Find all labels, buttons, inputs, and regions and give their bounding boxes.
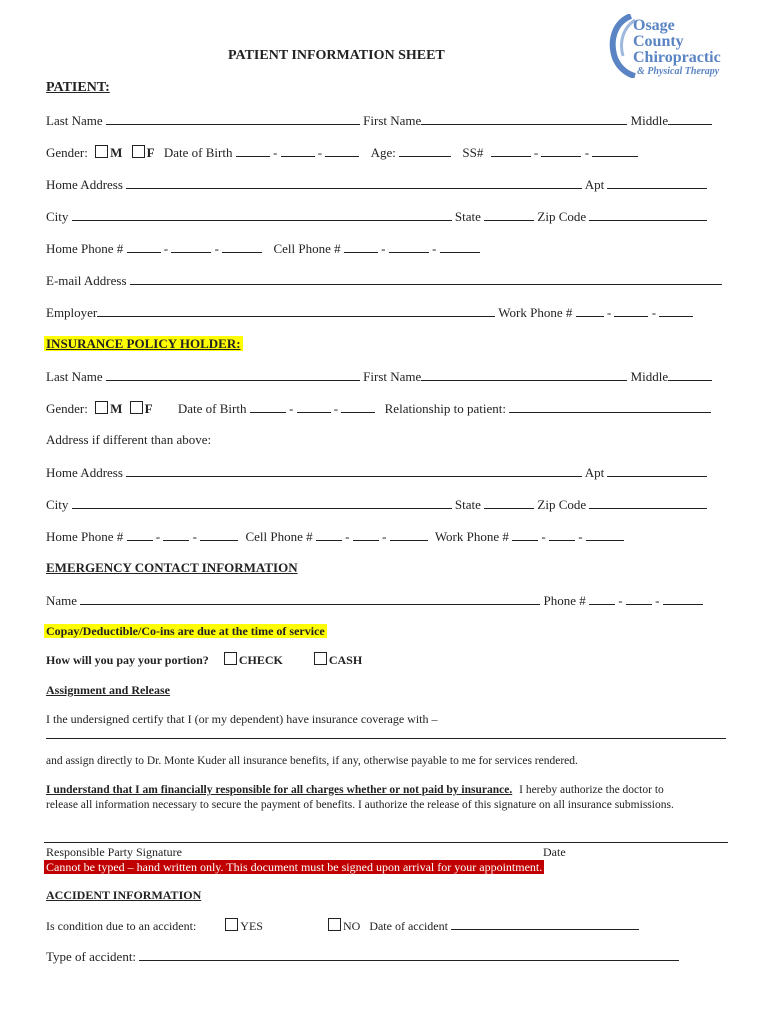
ins-work-phone-line-field[interactable] bbox=[586, 528, 624, 541]
accident-yes-label: YES bbox=[240, 919, 263, 933]
apt-field[interactable] bbox=[607, 176, 707, 189]
home-phone-label: Home Phone # bbox=[46, 241, 124, 256]
ins-zip-field[interactable] bbox=[589, 496, 707, 509]
emergency-name-field[interactable] bbox=[80, 592, 540, 605]
responsible-rest2-text: release all information necessary to secure the payment of benefits. I authorize the release of this signature on all insurance submissions. bbox=[46, 799, 674, 811]
work-phone-line-field[interactable] bbox=[659, 304, 693, 317]
dob-day-field[interactable] bbox=[281, 144, 315, 157]
assignment-heading: Assignment and Release bbox=[46, 683, 171, 697]
ins-home-phone-prefix-field[interactable] bbox=[163, 528, 189, 541]
ins-cell-phone-line-field[interactable] bbox=[390, 528, 428, 541]
ins-first-name-label: First Name bbox=[363, 369, 422, 384]
emergency-phone-label: Phone # bbox=[543, 593, 586, 608]
dob-year-field[interactable] bbox=[325, 144, 359, 157]
home-phone-prefix-field[interactable] bbox=[171, 240, 211, 253]
last-name-field[interactable] bbox=[106, 112, 360, 125]
logo-line3: Chiropractic bbox=[633, 49, 721, 66]
patient-phone-row: Home Phone # - - Cell Phone # - - bbox=[46, 240, 480, 257]
ins-apt-field[interactable] bbox=[607, 464, 707, 477]
cell-phone-prefix-field[interactable] bbox=[389, 240, 429, 253]
insurance-coverage-field[interactable] bbox=[46, 738, 726, 739]
emergency-row: Name Phone # - - bbox=[46, 592, 703, 609]
dob-month-field[interactable] bbox=[236, 144, 270, 157]
accident-date-label: Date of accident bbox=[369, 919, 448, 933]
accident-heading: ACCIDENT INFORMATION bbox=[46, 888, 202, 902]
ins-cell-phone-area-field[interactable] bbox=[316, 528, 342, 541]
insurance-gender-row: Gender: M F Date of Birth - - Relationship to patient: bbox=[46, 400, 711, 417]
ins-work-phone-label: Work Phone # bbox=[434, 529, 509, 544]
patient-employer-row: Employer Work Phone # - - bbox=[46, 304, 693, 321]
ss-part3-field[interactable] bbox=[592, 144, 638, 157]
work-phone-label: Work Phone # bbox=[498, 305, 573, 320]
clinic-logo bbox=[605, 14, 735, 78]
accident-type-field[interactable] bbox=[139, 948, 679, 961]
last-name-label: Last Name bbox=[46, 113, 103, 128]
ins-dob-month-field[interactable] bbox=[250, 400, 286, 413]
patient-city-row bbox=[46, 208, 707, 225]
ins-cell-phone-label: Cell Phone # bbox=[245, 529, 313, 544]
emergency-phone-area-field[interactable] bbox=[589, 592, 615, 605]
logo-line1: Osage bbox=[633, 17, 675, 34]
employer-field[interactable] bbox=[97, 304, 495, 317]
ins-gender-f-label: F bbox=[144, 401, 153, 416]
ins-work-phone-area-field[interactable] bbox=[512, 528, 538, 541]
emergency-heading: EMERGENCY CONTACT INFORMATION bbox=[46, 560, 298, 575]
dob-label: Date of Birth bbox=[163, 145, 233, 160]
copay-notice bbox=[44, 624, 327, 639]
email-label: E-mail Address bbox=[46, 273, 127, 288]
insurance-heading-text: INSURANCE POLICY HOLDER: bbox=[46, 336, 241, 351]
home-phone-area-field[interactable] bbox=[127, 240, 161, 253]
gender-f-label: F bbox=[146, 145, 155, 160]
ins-city-label: City bbox=[46, 497, 69, 512]
ins-home-phone-line-field[interactable] bbox=[200, 528, 238, 541]
logo-line2: County bbox=[633, 33, 684, 50]
ins-work-phone-prefix-field[interactable] bbox=[549, 528, 575, 541]
ins-first-name-field[interactable] bbox=[421, 368, 627, 381]
insurance-city-row bbox=[46, 496, 707, 513]
middle-field[interactable] bbox=[668, 112, 712, 125]
accident-no-checkbox[interactable] bbox=[328, 918, 341, 931]
age-field[interactable] bbox=[399, 144, 451, 157]
cell-phone-line-field[interactable] bbox=[440, 240, 480, 253]
certify-text: I the undersigned certify that I (or my dependent) have insurance coverage with – bbox=[46, 712, 438, 726]
ins-gender-m-checkbox[interactable] bbox=[95, 401, 108, 414]
responsible-line1 bbox=[46, 784, 664, 796]
check-checkbox[interactable] bbox=[224, 652, 237, 665]
middle-label: Middle bbox=[630, 113, 669, 128]
home-phone-line-field[interactable] bbox=[222, 240, 262, 253]
ins-state-field[interactable] bbox=[484, 496, 534, 509]
accident-no-label: NO bbox=[342, 919, 361, 933]
responsible-bold-text: I understand that I am financially responsible for all charges whether or not paid by insurance. bbox=[46, 784, 513, 796]
ins-dob-label: Date of Birth bbox=[177, 401, 247, 416]
zip-label: Zip Code bbox=[537, 209, 587, 224]
first-name-label: First Name bbox=[363, 113, 422, 128]
city-field[interactable] bbox=[72, 208, 452, 221]
zip-field[interactable] bbox=[589, 208, 707, 221]
signature-label: Responsible Party Signature bbox=[46, 845, 182, 859]
ins-cell-phone-prefix-field[interactable] bbox=[353, 528, 379, 541]
ins-apt-label: Apt bbox=[584, 465, 605, 480]
signature-notice-text: Cannot be typed – hand written only. This document must be signed upon arrival for your appointment. bbox=[46, 860, 543, 874]
employer-label: Employer bbox=[46, 305, 98, 320]
copay-notice-text: Copay/Deductible/Co-ins are due at the time of service bbox=[46, 624, 325, 638]
patient-name-row bbox=[46, 112, 712, 129]
ins-middle-label: Middle bbox=[630, 369, 669, 384]
cash-label: CASH bbox=[328, 653, 363, 667]
relationship-field[interactable] bbox=[509, 400, 711, 413]
ins-gender-label: Gender: bbox=[46, 401, 88, 416]
ins-dob-day-field[interactable] bbox=[297, 400, 331, 413]
ins-home-phone-label: Home Phone # bbox=[46, 529, 124, 544]
emergency-name-label: Name bbox=[46, 593, 78, 608]
ins-gender-f-checkbox[interactable] bbox=[130, 401, 143, 414]
apt-label: Apt bbox=[584, 177, 605, 192]
accident-row bbox=[46, 917, 639, 934]
ins-home-address-label: Home Address bbox=[46, 465, 123, 480]
payment-row bbox=[46, 652, 362, 668]
check-label: CHECK bbox=[238, 653, 283, 667]
age-label: Age: bbox=[370, 145, 396, 160]
ss-label: SS# bbox=[462, 145, 484, 160]
ins-last-name-label: Last Name bbox=[46, 369, 103, 384]
date-label: Date bbox=[543, 845, 566, 859]
emergency-phone-prefix-field[interactable] bbox=[626, 592, 652, 605]
ins-zip-label: Zip Code bbox=[537, 497, 587, 512]
ins-home-phone-area-field[interactable] bbox=[127, 528, 153, 541]
ins-middle-field[interactable] bbox=[668, 368, 712, 381]
insurance-phone-row: Home Phone # - - Cell Phone # - - Work Phone # - - bbox=[46, 528, 624, 545]
accident-type-row bbox=[46, 948, 679, 965]
ins-state-label: State bbox=[454, 497, 481, 512]
assign-text: and assign directly to Dr. Monte Kuder all insurance benefits, if any, otherwise payable to me for services rendered. bbox=[46, 755, 578, 767]
email-field[interactable] bbox=[130, 272, 722, 285]
patient-address-row bbox=[46, 176, 707, 193]
accident-type-label: Type of accident: bbox=[46, 949, 137, 964]
work-phone-area-field[interactable] bbox=[576, 304, 604, 317]
cell-phone-area-field[interactable] bbox=[344, 240, 378, 253]
logo-line4: & Physical Therapy bbox=[637, 66, 720, 77]
gender-m-label: M bbox=[110, 145, 123, 160]
cash-checkbox[interactable] bbox=[314, 652, 327, 665]
patient-gender-row: Gender: M F Date of Birth - - Age: SS# - - bbox=[46, 144, 638, 161]
ins-home-address-field[interactable] bbox=[126, 464, 582, 477]
cell-phone-label: Cell Phone # bbox=[273, 241, 341, 256]
signature-notice bbox=[44, 860, 544, 875]
ins-last-name-field[interactable] bbox=[106, 368, 360, 381]
payment-question: How will you pay your portion? bbox=[46, 653, 209, 667]
gender-m-checkbox[interactable] bbox=[95, 145, 108, 158]
gender-label: Gender: bbox=[46, 145, 88, 160]
work-phone-prefix-field[interactable] bbox=[614, 304, 648, 317]
page-title: PATIENT INFORMATION SHEET bbox=[228, 48, 445, 63]
state-label: State bbox=[454, 209, 481, 224]
ins-gender-m-label: M bbox=[110, 401, 123, 416]
insurance-name-row bbox=[46, 368, 712, 385]
home-address-field[interactable] bbox=[126, 176, 582, 189]
insurance-heading bbox=[44, 336, 243, 352]
emergency-phone-line-field[interactable] bbox=[663, 592, 703, 605]
patient-heading: PATIENT: bbox=[46, 80, 110, 95]
accident-question: Is condition due to an accident: bbox=[46, 919, 197, 933]
patient-email-row bbox=[46, 272, 722, 289]
ins-city-field[interactable] bbox=[72, 496, 452, 509]
signature-line[interactable] bbox=[44, 842, 728, 843]
home-address-label: Home Address bbox=[46, 177, 123, 192]
gender-f-checkbox[interactable] bbox=[132, 145, 145, 158]
ss-part2-field[interactable] bbox=[541, 144, 581, 157]
ss-part1-field[interactable] bbox=[491, 144, 531, 157]
accident-date-field[interactable] bbox=[451, 917, 639, 930]
responsible-rest1-text: I hereby authorize the doctor to bbox=[519, 784, 664, 796]
accident-yes-checkbox[interactable] bbox=[225, 918, 238, 931]
city-label: City bbox=[46, 209, 69, 224]
relationship-label: Relationship to patient: bbox=[384, 401, 506, 416]
state-field[interactable] bbox=[484, 208, 534, 221]
ins-dob-year-field[interactable] bbox=[341, 400, 375, 413]
first-name-field[interactable] bbox=[421, 112, 627, 125]
insurance-address-row bbox=[46, 464, 707, 481]
address-diff-label: Address if different than above: bbox=[46, 432, 212, 447]
